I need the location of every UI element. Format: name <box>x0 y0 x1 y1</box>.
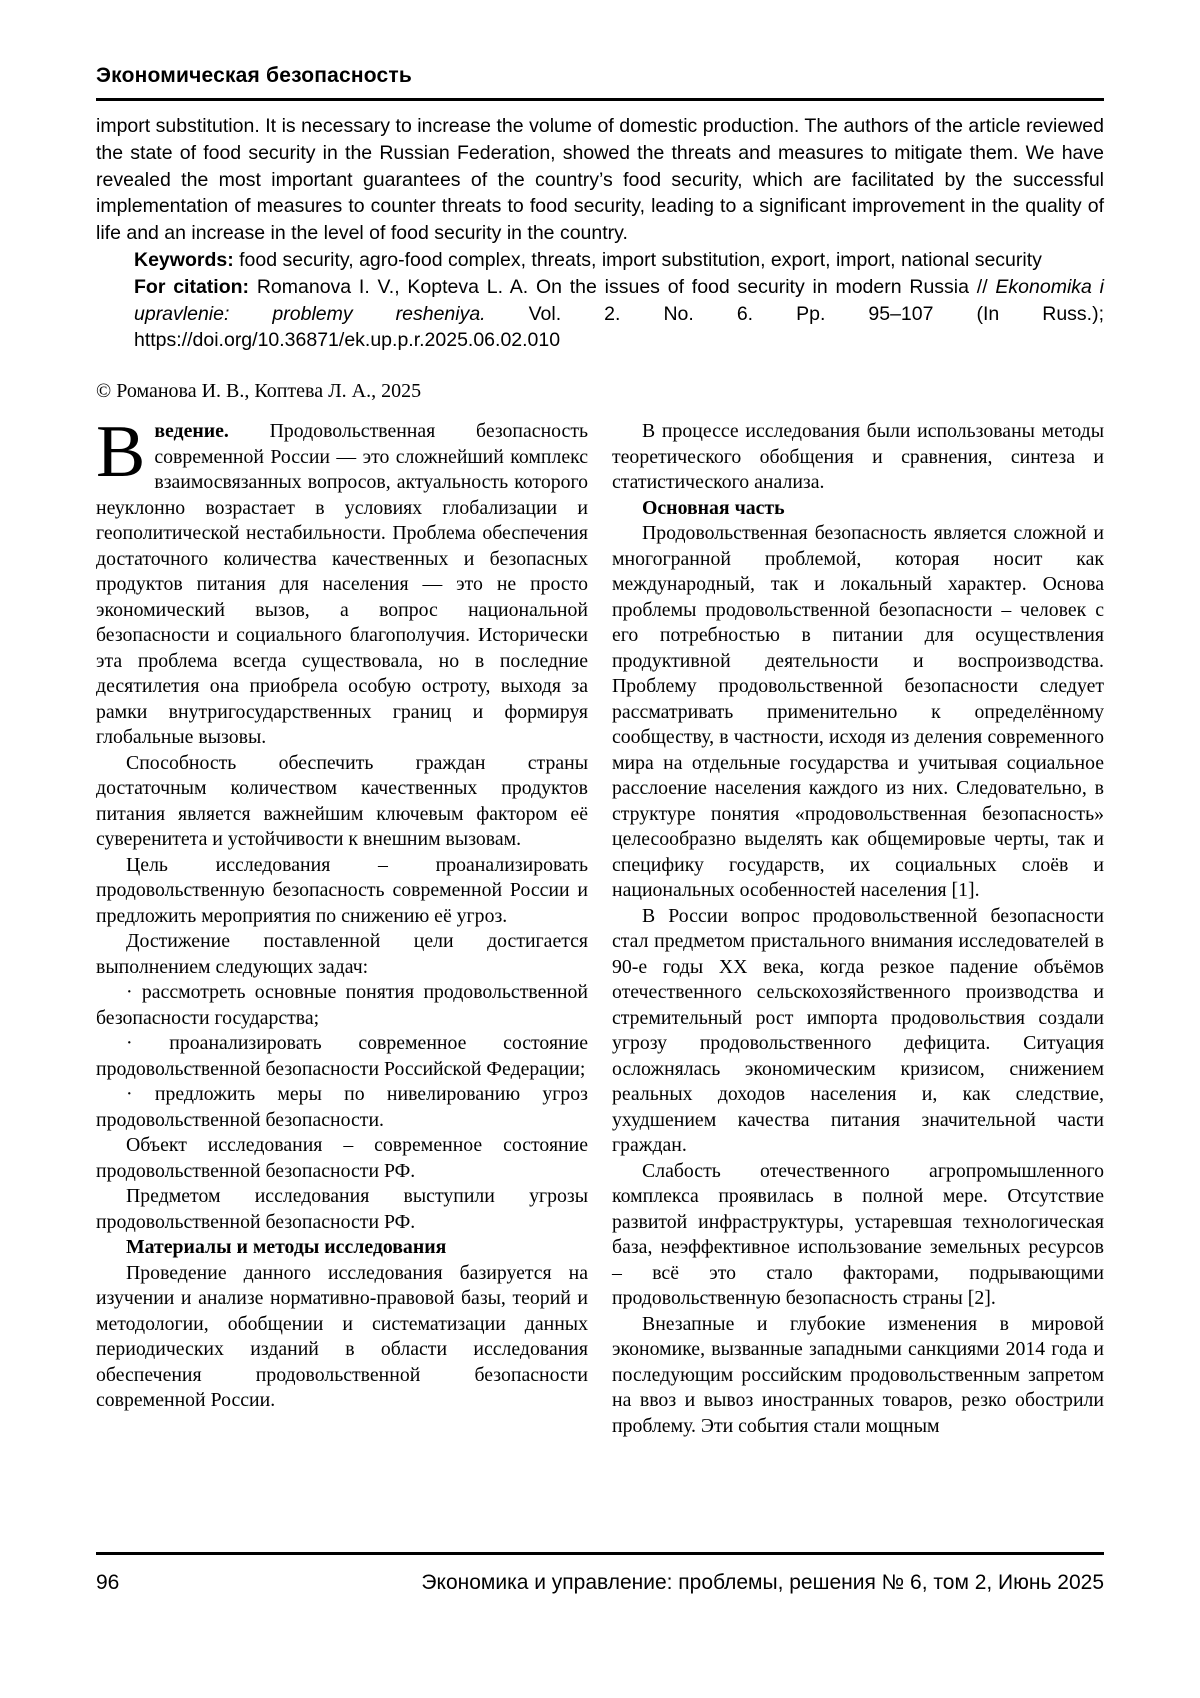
body-paragraph: В процессе исследования были использованы методы теоретического обобщения и сравнения, синтеза и статистического анализа. <box>612 420 1104 494</box>
keywords-line <box>96 247 1104 274</box>
citation-label: For citation: <box>134 275 250 298</box>
citation-volume-doi: Vol. 2. No. 6. Pp. 95–107 (In Russ.); https://doi.org/10.36871/ek.up.p.r.2025.06.02.010 <box>134 302 1104 352</box>
page-number: 96 <box>96 1571 120 1594</box>
running-head-section-title: Экономическая безопасность <box>96 64 412 87</box>
body-paragraph: Внезапные и глубокие изменения в мировой экономике, вызванные западными санкциями 2014 года и последующим российским продовольственным запретом на ввоз и вывоз иностранных товаров, резко обострили проблему. Эти события стали мощным <box>612 1312 1104 1437</box>
body-paragraph: · рассмотреть основные понятия продовольственной безопасности государства; <box>96 981 588 1029</box>
body-paragraph: Проведение данного исследования базируется на изучении и анализе нормативно-правовой базы, теорий и методологии, обобщении и систематизации данных периодических изданий в области исследования обеспечения продовольственной безопасности современной России. <box>96 1261 588 1412</box>
abstract-continuation-text: import substitution. It is necessary to increase the volume of domestic production. The authors of the article reviewed the state of food security in the Russian Federation, showed the threats and measures to mitigate them. We have revealed the most important guarantees of the country’s food security, which are facilitated by the successful implementation of measures to counter threats to food security, leading to a significant improvement in the quality of life and an increase in the level of food security in the country. <box>96 115 1104 245</box>
body-paragraph: В России вопрос продовольственной безопасности стал предметом пристального внимания исследователей в 90-е годы XX века, когда резкое падение объёмов отечественного сельскохозяйственного производства и стремительный рост импорта продовольствия создали угрозу продовольственного дефицита. Ситуация осложнялась экономическим кризисом, снижением реальных доходов населения и, как следствие, ухудшением качества питания значительной части граждан. <box>612 904 1104 1157</box>
citation-authors-title: Romanova I. V., Kopteva L. A. On the issues of food security in modern Russia // <box>249 275 996 298</box>
body-paragraph: Продовольственная безопасность является сложной и многогранной проблемой, которая носит как международный, так и локальный характер. Основа проблемы продовольственной безопасности – человек с его потребностью в питании для осуществления продуктивной деятельности и воспроизводства. Проблему продовольственной безопасности следует рассматривать применительно к определённому сообществу, в частности, исходя из деления современного мира на отдельные государства и учитывая социальное расслоение населения каждого из них. Следовательно, в структуре понятия «продовольственная безопасность» целесообразно выделять как общемировые черты, так и специфику государств, их социальных слоёв и национальных особенностей населения [1]. <box>612 522 1104 902</box>
page-header <box>96 64 1104 101</box>
body-paragraph: Способность обеспечить граждан страны достаточным количеством качественных продуктов питания является важнейшим ключевым фактором её суверенитета и устойчивости к внешним вызовам. <box>96 751 588 851</box>
header-rule <box>96 98 1104 101</box>
body-paragraph: Цель исследования – проанализировать продовольственную безопасность современной России и предложить мероприятия по снижению её угроз. <box>96 853 588 927</box>
english-abstract-block <box>96 113 1104 354</box>
subsection-heading: Материалы и методы исследования <box>126 1236 447 1259</box>
article-body <box>96 411 1104 1439</box>
body-paragraph: Объект исследования – современное состояние продовольственной безопасности РФ. <box>96 1134 588 1182</box>
body-paragraph: · проанализировать современное состояние продовольственной безопасности Российской Федерации; <box>96 1032 588 1080</box>
intro-lead-word: ведение. <box>154 420 229 443</box>
body-paragraph: Предметом исследования выступили угрозы продовольственной безопасности РФ. <box>96 1185 588 1233</box>
body-paragraph: Введение. Продовольственная безопасность современной России — это сложнейший комплекс взаимосвязанных вопросов, актуальность которого неуклонно возрастает в условиях глобализации и геополитической нестабильности. Проблема обеспечения достаточного количества качественных и безопасных продуктов питания для населения — это не просто экономический вызов, а вопрос национальной безопасности и социального благополучия. Исторически эта проблема всегда существовала, но в последние десятилетия она приобрела особую остроту, выходя за рамки внутригосударственных границ и формируя глобальные вызовы. <box>96 411 588 749</box>
page-footer <box>96 1552 1104 1595</box>
journal-footer-line: Экономика и управление: проблемы, решения № 6, том 2, Июнь 2025 <box>421 1571 1104 1594</box>
keywords-label: Keywords: <box>134 248 234 271</box>
subsection-heading: Основная часть <box>642 496 785 519</box>
right-column <box>612 419 1104 1439</box>
copyright-line: © Романова И. В., Коптева Л. А., 2025 <box>96 380 422 403</box>
body-paragraph: · предложить меры по нивелированию угроз продовольственной безопасности. <box>96 1083 588 1131</box>
drop-cap-letter: В <box>96 411 146 494</box>
footer-rule <box>96 1552 1104 1555</box>
citation-block <box>96 274 1104 354</box>
citation-journal-name: Ekonomika i upravlenie: problemy resheniya. <box>134 275 1104 325</box>
keywords-text: food security, agro-food complex, threats, import substitution, export, import, national security <box>233 248 1042 271</box>
left-column <box>96 411 588 1439</box>
body-paragraph: Слабость отечественного агропромышленного комплекса проявилась в полной мере. Отсутствие развитой инфраструктуры, устаревшая технологическая база, неэффективное использование земельных ресурсов – всё это стало факторами, подрывающими продовольственную безопасность страны [2]. <box>612 1159 1104 1310</box>
body-paragraph: Достижение поставленной цели достигается выполнением следующих задач: <box>96 930 588 978</box>
